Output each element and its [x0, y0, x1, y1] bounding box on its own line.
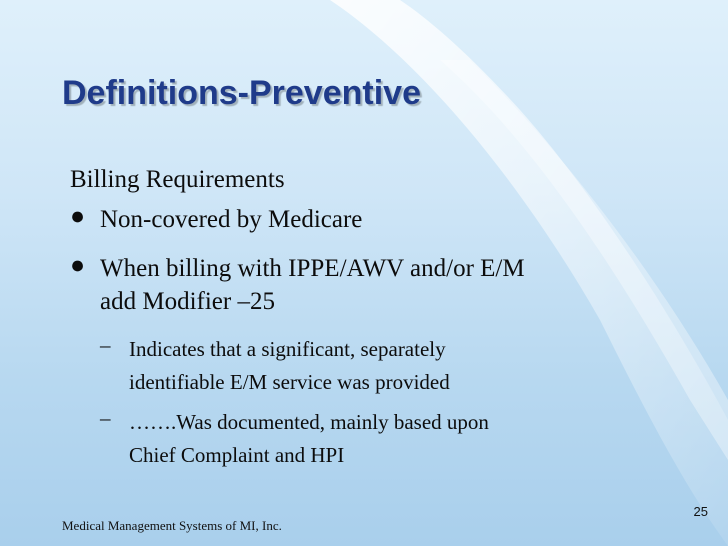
bullet-line: When billing with IPPE/AWV and/or E/M: [100, 255, 525, 282]
page-number: 25: [693, 504, 708, 519]
sub-bullet-text: [129, 333, 450, 399]
bullet-icon: ●: [70, 252, 86, 279]
sub-bullet-line: identifiable E/M service was provided: [129, 370, 450, 394]
sub-bullet-line: Chief Complaint and HPI: [129, 443, 345, 467]
bullet-text: [100, 203, 362, 236]
bullet-text: [100, 252, 525, 318]
bullet-icon: ●: [70, 203, 86, 230]
bullet-line: Non-covered by Medicare: [100, 206, 363, 233]
billing-heading: Billing Requirements: [70, 166, 285, 193]
sub-bullet-text: [129, 406, 489, 472]
sub-bullet-line: Indicates that a significant, separately: [129, 337, 446, 361]
dash-icon: –: [100, 333, 111, 357]
dash-icon: –: [100, 406, 111, 430]
slide-title: Definitions-Preventive: [62, 74, 421, 112]
sub-bullet-line: …….Was documented, mainly based upon: [129, 410, 489, 434]
slide-footer: Medical Management Systems of MI, Inc.: [62, 518, 282, 533]
bullet-line: add Modifier –25: [100, 288, 275, 315]
